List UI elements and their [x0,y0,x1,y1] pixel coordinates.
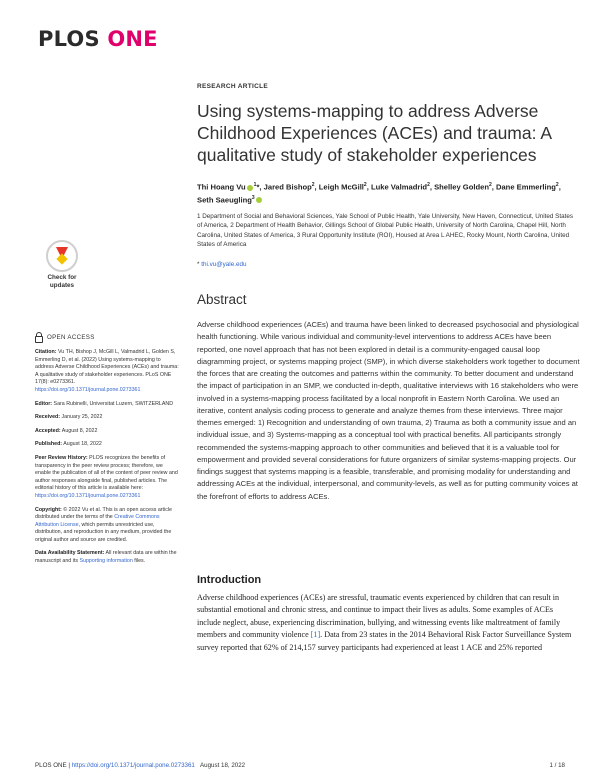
intro-text-end: . Data from 23 states in the 2014 Behavioral Risk Factor Surveillance System survey reported that 62% of 214,157 survey participants had experienced at least 1 ACE and 25% reported [197,630,572,652]
page-number: 1 / 18 [549,762,565,769]
author-name[interactable]: Seth Saeugling [197,195,252,205]
accepted-date: August 8, 2022 [60,427,98,434]
logo-one: ONE [107,27,158,51]
article-sidebar [35,333,180,572]
data-availability-block [35,550,180,565]
data-availability-text-end: files. [132,558,146,565]
open-access-text: OPEN ACCESS [47,334,95,342]
accepted-label: Accepted: [35,427,61,434]
introduction-text [197,592,575,654]
copyright-block [35,507,180,545]
introduction-heading: Introduction [197,574,262,586]
badge-label [37,274,87,289]
data-availability-text: All relevant data are within the manuscript and its [35,550,177,565]
badge-line-1: Check for [47,274,77,281]
corresponding-mark: * [256,182,260,192]
accepted-block [35,428,180,436]
footer-citation [35,762,245,769]
email-prefix: * [197,261,202,268]
received-label: Received: [35,414,61,421]
journal-logo[interactable] [38,27,158,51]
received-date: January 25, 2022 [60,414,103,421]
peer-review-link[interactable]: https://doi.org/10.1371/journal.pone.0273361 [35,492,141,499]
orcid-icon[interactable] [256,197,262,203]
editor-label: Editor: [35,400,53,407]
corresponding-email [197,261,246,268]
open-access-label [35,333,180,343]
email-link[interactable]: thi.vu@yale.edu [201,261,247,268]
intro-text-start: Adverse childhood experiences (ACEs) are stressful, traumatic events experienced by children that can result in substantial emotional and chronic stress, and continue to impact their lives as adults. Some examples of ACEs include neglect, abuse, experiencing discrimination, bullying, and witnessing events like maltreatment of family members and community violence [197,593,561,640]
author-name[interactable]: Dane Emmerling [495,182,556,192]
author-name[interactable]: Thi Hoang Vu [197,182,246,192]
author-list: Thi Hoang Vu $^1$*, Jared Bishop$^2$, Leigh McGill$^2$, Luke Valmadrid$^2$, Shelley Golden$^2$, Dane Emmerling$^2$, Seth Saeugling$^3$ [197,182,561,205]
published-label: Published: [35,441,63,448]
peer-review-block [35,455,180,501]
check-for-updates-badge[interactable] [37,240,87,292]
editor-text: Sara Rubinelli, Universitat Luzern, SWITZERLAND [52,400,174,407]
author-affil-sup: 2 [488,182,492,188]
published-block [35,441,180,449]
received-block [35,414,180,422]
copyright-label: Copyright: [35,506,62,513]
page-footer [35,762,565,769]
peer-review-label: Peer Review History: [35,454,88,461]
bookmark-icon [46,240,78,272]
published-date: August 18, 2022 [62,441,102,448]
author-name[interactable]: Leigh McGill [318,182,364,192]
copyright-text-end: , which permits unrestricted use, distribution, and reproduction in any medium, provided the original author and source are credited. [35,521,172,543]
abstract-text: Adverse childhood experiences (ACEs) and trauma have been linked to decreased psychosocial and physiological health functioning. While various individual and community-level interventions to address ACEs have been reported, one novel approach that has not been explored in detail is a community-engaged causal loop diagramming project, or systems mapping project (SMP), in which diverse stakeholders work together to document the forces that are creating the outcomes and patterns within the community. To better document and understand the impact of participation in an SMP, we conducted in-depth, qualitative interviews with 16 stakeholders who were involved in a systems-mapping process facilitated by a local nonprofit in Eastern North Carolina. We used an iterative, content analysis coding process to generate and analyze themes from these interviews. Three major themes emerged: 1) Recognition and understanding of own trauma, 2) Trauma as both a community issue and an individual issue, and 3) Systems-mapping as a conceptual tool with practical benefits. All participants strongly recommended the systems-mapping approach to other communities and believed that it is a valuable tool for empowerment and provided several considerations for future organizers of similar systems-mapping projects. Our findings suggest that systems mapping is a feasible, transferable, and promising modality for understanding and addressing ACEs at the individual, interpersonal, and community-levels, as well as for putting community voices at the forefront of efforts to address ACEs. [197,320,580,501]
license-link[interactable]: Creative Commons Attribution License [35,514,160,528]
footer-doi-link[interactable]: https://doi.org/10.1371/journal.pone.0273361 [71,762,195,769]
editor-block [35,401,180,409]
author-affil-sup: 2 [363,182,367,188]
data-availability-label: Data Availability Statement: [35,550,105,557]
author-affil-sup: 2 [311,182,315,188]
orcid-icon[interactable] [247,185,253,191]
footer-journal: PLOS ONE [35,762,67,769]
article-type: RESEARCH ARTICLE [197,83,269,90]
footer-date: August 18, 2022 [200,762,246,769]
abstract-heading: Abstract [197,292,247,307]
citation-label: Citation: [35,349,57,355]
unlock-icon [35,336,43,343]
affiliations: 1 Department of Social and Behavioral Sciences, Yale School of Public Health, Yale University, New Haven, Connecticut, United States of America, 2 Department of Health Behavior, Gillings School of Global Public Health, University of North Carolina, Chapel Hill, North Carolina, United States of America, 3 Rural Opportunity Institute (ROI), Housed at Area L AHEC, Rocky Mount, North Carolina, United States of America [197,213,574,248]
supporting-info-link[interactable]: Supporting information [79,558,133,565]
badge-line-2: updates [49,281,75,289]
author-affil-sup: 3 [251,194,255,201]
citation-text: Vu TH, Bishop J, McGill L, Valmadrid L, Golden S, Emmerling D, et al. (2022) Using systems-mapping to address Adverse Childhood Experiences (ACEs) and trauma: A qualitative study of stakeholder experiences. PLoS ONE 17(8): e0273361. [35,349,179,386]
author-name[interactable]: Shelley Golden [434,182,489,192]
logo-plos: PLOS [38,27,100,51]
author-affil-sup: 1 [253,182,257,188]
author-affil-sup: 2 [427,182,430,188]
reference-link[interactable]: [1] [310,630,321,640]
author-name[interactable]: Luke Valmadrid [370,182,428,192]
citation-block [35,349,180,395]
author-name[interactable]: Jared Bishop [263,182,312,192]
author-affil-sup: 2 [555,182,559,188]
copyright-text: © 2022 Vu et al. This is an open access article distributed under the terms of the [35,506,172,521]
article-title: Using systems-mapping to address Adverse Childhood Experiences (ACEs) and trauma: A qualitative study of stakeholder experiences [197,101,552,165]
peer-review-text: PLOS recognizes the benefits of transparency in the peer review process; therefore, we enable the publication of all of the content of peer review and author responses alongside final, published articles. The editorial history of this article is available here: [35,454,178,492]
citation-doi-link[interactable]: https://doi.org/10.1371/journal.pone.0273361 [35,386,141,393]
footer-separator: | [66,762,72,769]
